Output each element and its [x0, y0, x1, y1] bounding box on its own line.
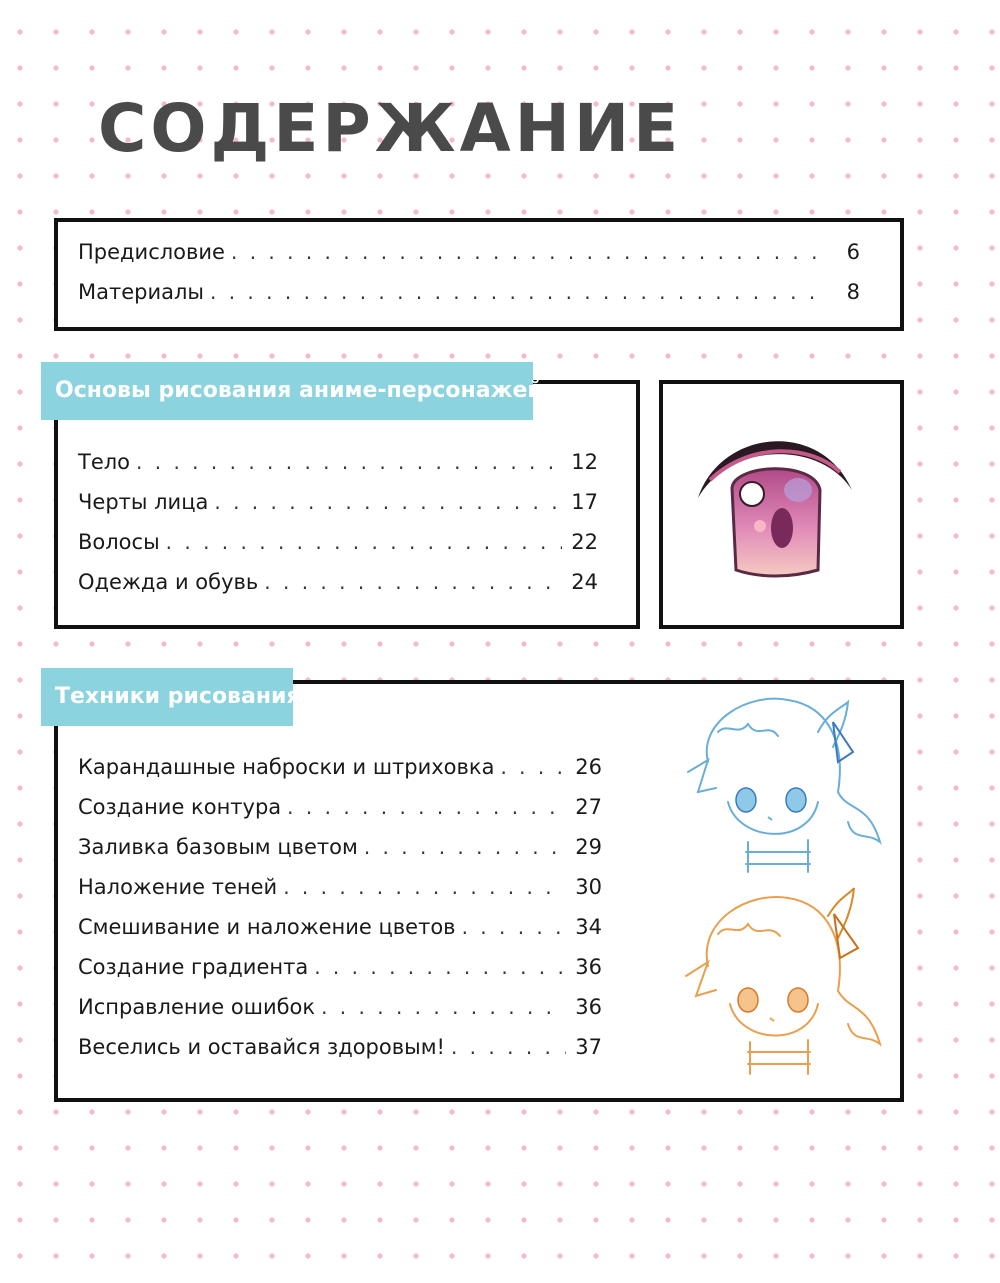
toc-entry-label: Веселись и оставайся здоровым!	[78, 1035, 445, 1059]
toc-page-number: 36	[575, 995, 602, 1019]
dot-leader	[166, 522, 562, 562]
toc-page-number: 30	[575, 875, 602, 899]
toc-page-number: 34	[575, 915, 602, 939]
basics-toc-list	[78, 442, 598, 602]
toc-entry-shadows[interactable]	[78, 867, 602, 907]
dot-leader	[500, 747, 566, 787]
toc-entry-pencil-sketch[interactable]	[78, 747, 602, 787]
dot-leader	[462, 907, 566, 947]
dot-leader	[264, 562, 562, 602]
toc-entry-label: Карандашные наброски и штриховка	[78, 755, 495, 779]
dot-leader	[231, 232, 824, 272]
dot-leader	[451, 1027, 566, 1067]
toc-entry-label: Смешивание и наложение цветов	[78, 915, 456, 939]
dot-leader	[321, 987, 566, 1027]
toc-entry-clothes-shoes[interactable]	[78, 562, 598, 602]
dot-leader	[287, 787, 566, 827]
toc-entry-blending[interactable]	[78, 907, 602, 947]
dot-leader	[210, 272, 824, 312]
toc-page-number: 12	[571, 450, 598, 474]
orange-sketch-face-illustration	[668, 886, 893, 1086]
toc-entry-label: Тело	[78, 450, 131, 474]
dot-leader	[283, 867, 566, 907]
dot-leader	[136, 442, 562, 482]
techniques-toc-list	[78, 747, 602, 1067]
toc-entry-foreword[interactable]	[78, 232, 860, 272]
toc-entry-label: Волосы	[78, 530, 160, 554]
toc-page-number: 27	[575, 795, 602, 819]
toc-page-number: 37	[575, 1035, 602, 1059]
toc-entry-have-fun[interactable]	[78, 1027, 602, 1067]
toc-entry-label: Одежда и обувь	[78, 570, 259, 594]
toc-page-number: 29	[575, 835, 602, 859]
toc-entry-hair[interactable]	[78, 522, 598, 562]
toc-entry-label: Создание контура	[78, 795, 282, 819]
toc-entry-label: Предисловие	[78, 240, 225, 264]
toc-entry-label: Заливка базовым цветом	[78, 835, 358, 859]
toc-page-number: 17	[571, 490, 598, 514]
dot-leader	[364, 827, 566, 867]
toc-page-number: 22	[571, 530, 598, 554]
toc-entry-fixing-mistakes[interactable]	[78, 987, 602, 1027]
intro-toc-list	[78, 232, 860, 312]
toc-entry-label: Создание градиента	[78, 955, 309, 979]
blue-sketch-face-illustration	[668, 692, 893, 887]
toc-entry-label: Наложение теней	[78, 875, 278, 899]
basics-section-heading: Основы рисования аниме-персонажей	[41, 362, 533, 420]
toc-entry-label: Материалы	[78, 280, 204, 304]
toc-entry-outline[interactable]	[78, 787, 602, 827]
toc-page-number: 6	[846, 240, 860, 264]
toc-entry-materials[interactable]	[78, 272, 860, 312]
techniques-section-heading: Техники рисования	[41, 668, 293, 726]
dot-leader	[214, 482, 562, 522]
toc-page-number: 36	[575, 955, 602, 979]
anime-eye-illustration	[690, 420, 860, 590]
toc-entry-label: Черты лица	[78, 490, 209, 514]
toc-page-number: 8	[846, 280, 860, 304]
toc-page-number: 24	[571, 570, 598, 594]
dot-leader	[314, 947, 566, 987]
page-title: СОДЕРЖАНИЕ	[98, 90, 683, 167]
toc-entry-facial-features[interactable]	[78, 482, 598, 522]
toc-entry-label: Исправление ошибок	[78, 995, 316, 1019]
toc-entry-body[interactable]	[78, 442, 598, 482]
toc-entry-base-fill[interactable]	[78, 827, 602, 867]
toc-entry-gradient[interactable]	[78, 947, 602, 987]
toc-page-number: 26	[575, 755, 602, 779]
